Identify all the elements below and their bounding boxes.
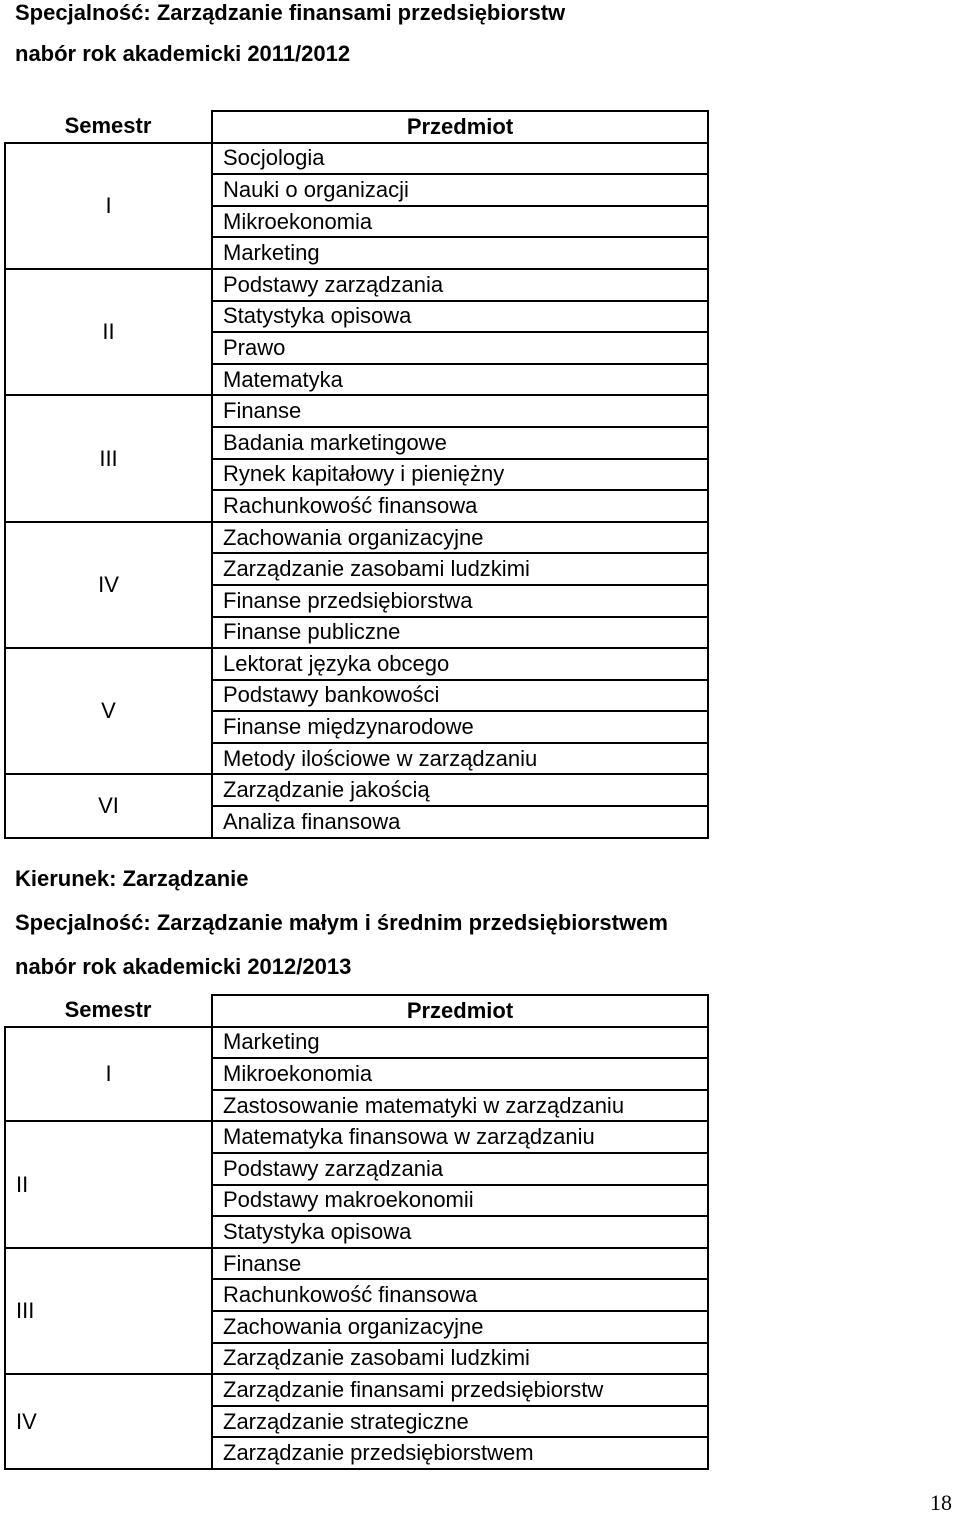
subject-cell: Zachowania organizacyjne: [212, 1311, 708, 1343]
semester-cell: III: [5, 395, 212, 521]
subject-cell: Rynek kapitałowy i pieniężny: [212, 459, 708, 491]
subject-cell: Zarządzanie jakością: [212, 774, 708, 806]
subject-cell: Badania marketingowe: [212, 427, 708, 459]
subject-cell: Zarządzanie zasobami ludzkimi: [212, 1343, 708, 1375]
header-subject: Przedmiot: [212, 995, 708, 1027]
table-row: [5, 1121, 708, 1153]
subject-cell: Zachowania organizacyjne: [212, 522, 708, 554]
table-row: [5, 395, 708, 427]
subject-cell: Lektorat języka obcego: [212, 648, 708, 680]
table-row: [5, 1248, 708, 1280]
section2-field: Kierunek: Zarządzanie: [15, 866, 249, 891]
subject-cell: Zarządzanie przedsiębiorstwem: [212, 1437, 708, 1469]
subject-cell: Prawo: [212, 332, 708, 364]
semester-cell: II: [5, 1121, 212, 1247]
section2-specialization: Specjalność: Zarządzanie małym i średnim przedsiębiorstwem: [15, 910, 668, 935]
semester-cell: IV: [5, 1374, 212, 1469]
subject-cell: Socjologia: [212, 143, 708, 175]
curriculum-table-2011: [4, 110, 709, 839]
header-semester: Semestr: [5, 995, 212, 1027]
subject-cell: Matematyka finansowa w zarządzaniu: [212, 1121, 708, 1153]
subject-cell: Mikroekonomia: [212, 1058, 708, 1090]
semester-cell: II: [5, 269, 212, 395]
subject-cell: Rachunkowość finansowa: [212, 490, 708, 522]
curriculum-table-2012: [4, 994, 709, 1470]
subject-cell: Podstawy zarządzania: [212, 269, 708, 301]
header-semester: Semestr: [5, 111, 212, 143]
subject-cell: Finanse: [212, 395, 708, 427]
semester-cell: I: [5, 1027, 212, 1122]
semester-cell: VI: [5, 774, 212, 837]
subject-cell: Zarządzanie zasobami ludzkimi: [212, 553, 708, 585]
subject-cell: Analiza finansowa: [212, 806, 708, 838]
subject-cell: Finanse przedsiębiorstwa: [212, 585, 708, 617]
subject-cell: Finanse międzynarodowe: [212, 711, 708, 743]
subject-cell: Zastosowanie matematyki w zarządzaniu: [212, 1090, 708, 1122]
subject-cell: Podstawy bankowości: [212, 680, 708, 712]
table-row: [5, 269, 708, 301]
semester-cell: V: [5, 648, 212, 774]
table-row: [5, 648, 708, 680]
table-row: [5, 143, 708, 175]
section1-specialization: Specjalność: Zarządzanie finansami przedsiębiorstw: [15, 0, 566, 25]
semester-cell: IV: [5, 522, 212, 648]
subject-cell: Marketing: [212, 1027, 708, 1059]
subject-cell: Statystyka opisowa: [212, 301, 708, 333]
subject-cell: Podstawy makroekonomii: [212, 1185, 708, 1217]
subject-cell: Rachunkowość finansowa: [212, 1279, 708, 1311]
semester-cell: III: [5, 1248, 212, 1374]
table-row: [5, 1027, 708, 1059]
subject-cell: Nauki o organizacji: [212, 174, 708, 206]
section1-intake-year: nabór rok akademicki 2011/2012: [15, 41, 351, 66]
subject-cell: Finanse: [212, 1248, 708, 1280]
subject-cell: Podstawy zarządzania: [212, 1153, 708, 1185]
header-subject: Przedmiot: [212, 111, 708, 143]
section2-intake-year: nabór rok akademicki 2012/2013: [15, 954, 352, 979]
subject-cell: Marketing: [212, 237, 708, 269]
table-row: [5, 1374, 708, 1406]
subject-cell: Finanse publiczne: [212, 617, 708, 649]
semester-cell: I: [5, 143, 212, 269]
subject-cell: Zarządzanie strategiczne: [212, 1406, 708, 1438]
subject-cell: Zarządzanie finansami przedsiębiorstw: [212, 1374, 708, 1406]
table-row: [5, 774, 708, 806]
subject-cell: Metody ilościowe w zarządzaniu: [212, 743, 708, 775]
subject-cell: Matematyka: [212, 364, 708, 396]
page-number: 18: [930, 1490, 952, 1515]
subject-cell: Mikroekonomia: [212, 206, 708, 238]
table-row: [5, 522, 708, 554]
subject-cell: Statystyka opisowa: [212, 1216, 708, 1248]
